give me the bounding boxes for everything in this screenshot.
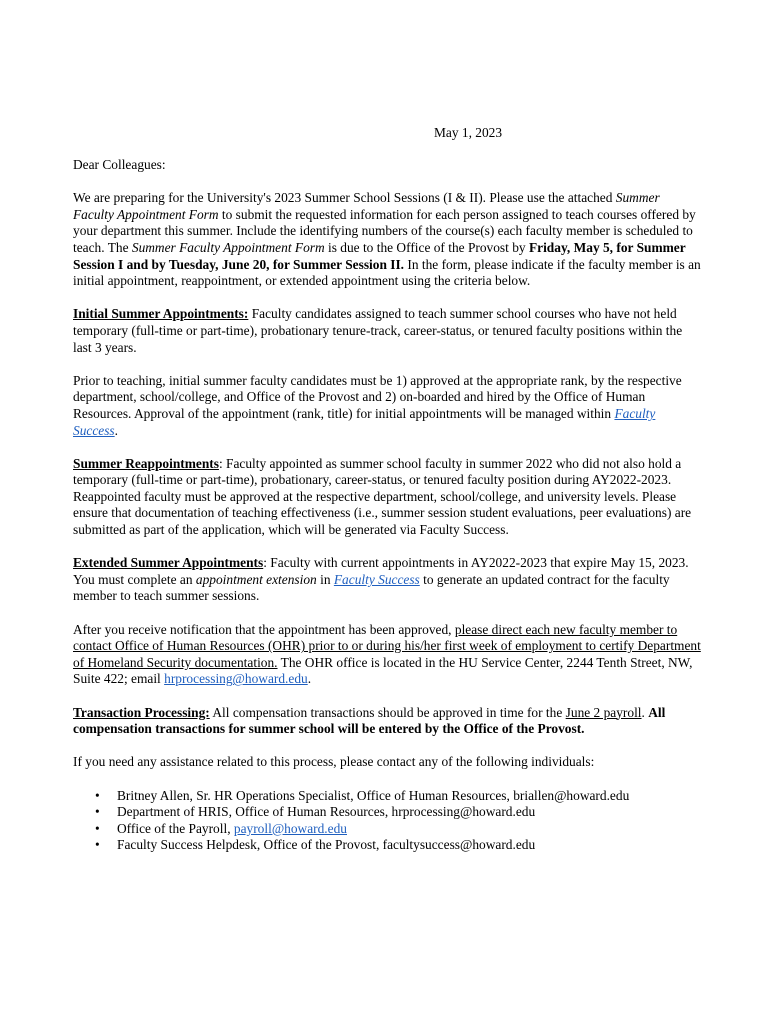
after-text-2: The OHR office is located in the HU Service Center, 2244 Tenth Street, NW, Suite 422; email [73,654,693,687]
extended-text-2: in [316,571,334,587]
contact-item [117,804,701,821]
after-text-1: After you receive notification that the appointment has been approved, [73,621,455,637]
contact-item [117,837,701,854]
letter-body [73,157,701,854]
contact-text: Department of HRIS, Office of Human Resources, hrprocessing@howard.edu [117,804,536,820]
extended-appointments-paragraph [73,555,701,605]
salutation: Dear Colleagues: [73,157,166,172]
letter-date: May 1, 2023 [434,125,503,140]
initial-appointments-heading: Initial Summer Appointments: [73,306,249,322]
extended-appointments-heading: Extended Summer Appointments [73,555,264,571]
reappointments-heading: Summer Reappointments [73,455,219,471]
transaction-processing-heading: Transaction Processing: [73,704,210,720]
contact-text: Faculty Success Helpdesk, Office of the Provost, facultysuccess@howard.edu [117,837,536,853]
contact-text: Britney Allen, Sr. HR Operations Specialist, Office of Human Resources, briallen@howard.edu [117,787,630,803]
intro-text-1: We are preparing for the University's 2023 Summer School Sessions (I & II). Please use the attached [73,190,616,206]
prior-to-teaching-paragraph [73,373,701,439]
intro-paragraph [73,190,701,290]
hrprocessing-email-link[interactable]: hrprocessing@howard.edu [164,671,308,687]
payroll-date-text: June 2 payroll [565,704,642,720]
deadline-text: Friday, May 5, for Summer Session I and by Tuesday, June 20, for Summer Session II. [73,239,686,272]
contact-item [117,821,701,838]
contact-intro: If you need any assistance related to this process, please contact any of the following individuals: [73,754,595,770]
intro-text-2: to submit the requested information for each person assigned to teach courses offered by your department this summer. Include the identifying numbers of the course(s) each faculty member is scheduled to teach. The [73,206,696,255]
initial-appointments-text: Faculty candidates assigned to teach summer school courses who have not held temporary (full-time or part-time), probationary tenure-track, career-status, or tenured faculty positions within the last 3 years. [73,306,683,355]
ohr-instruction-text: please direct each new faculty member to contact Office of Human Resources (OHR) prior to or during his/her first week of employment to certify Department of Homeland Security documentation. [73,621,701,670]
intro-text-4: In the form, please indicate if the faculty member is an initial appointment, reappointment, or extended appointment using the criteria below. [73,256,701,289]
prior-text: Prior to teaching, initial summer faculty candidates must be 1) approved at the appropriate rank, by the respective department, school/college, and Office of the Provost and 2) on-boarded and hired by the Office of Human Resources. Approval of the appointment (rank, title) for initial appointments will be managed within [73,372,682,421]
payroll-email-link[interactable]: payroll@howard.edu [233,820,347,836]
faculty-success-link-1[interactable]: Faculty Success [73,405,656,438]
after-approval-paragraph [73,622,701,688]
extended-text-3: to generate an updated contract for the faculty member to teach summer sessions. [73,571,670,604]
contact-item [117,788,701,805]
after-end: . [307,671,312,687]
reappointments-text: : Faculty appointed as summer school faculty in summer 2022 who did not also hold a temporary (full-time or part-time), probationary, career-status, or tenured faculty position during AY2022-2023. Reappointed faculty must be approved at the respective department, school/college, and university levels. Please ensure that documentation of teaching effectiveness (i.e., summer session student evaluations, peer evaluations) are submitted as part of the application, which will be generated via Faculty Success. [73,455,692,538]
transaction-text-1: All compensation transactions should be approved in time for the [209,704,566,720]
extended-text-1: : Faculty with current appointments in AY2022-2023 that expire May 15, 2023. You must complete an [73,555,689,587]
faculty-success-link-2[interactable]: Faculty Success [333,571,420,587]
reappointments-paragraph [73,456,701,539]
transaction-bold-text: All compensation transactions for summer school will be entered by the Office of the Provost. [73,704,666,737]
appointment-extension-text: appointment extension [195,571,317,587]
transaction-processing-paragraph [73,705,701,738]
contact-list [73,788,701,854]
form-name-1: Summer Faculty Appointment Form [73,190,660,222]
intro-text-3: is due to the Office of the Provost by [324,239,529,255]
initial-appointments-paragraph [73,306,701,356]
transaction-text-2: . [641,704,649,720]
prior-end: . [114,422,119,438]
contact-text: Office of the Payroll, [117,820,234,836]
form-name-2: Summer Faculty Appointment Form [131,239,325,255]
